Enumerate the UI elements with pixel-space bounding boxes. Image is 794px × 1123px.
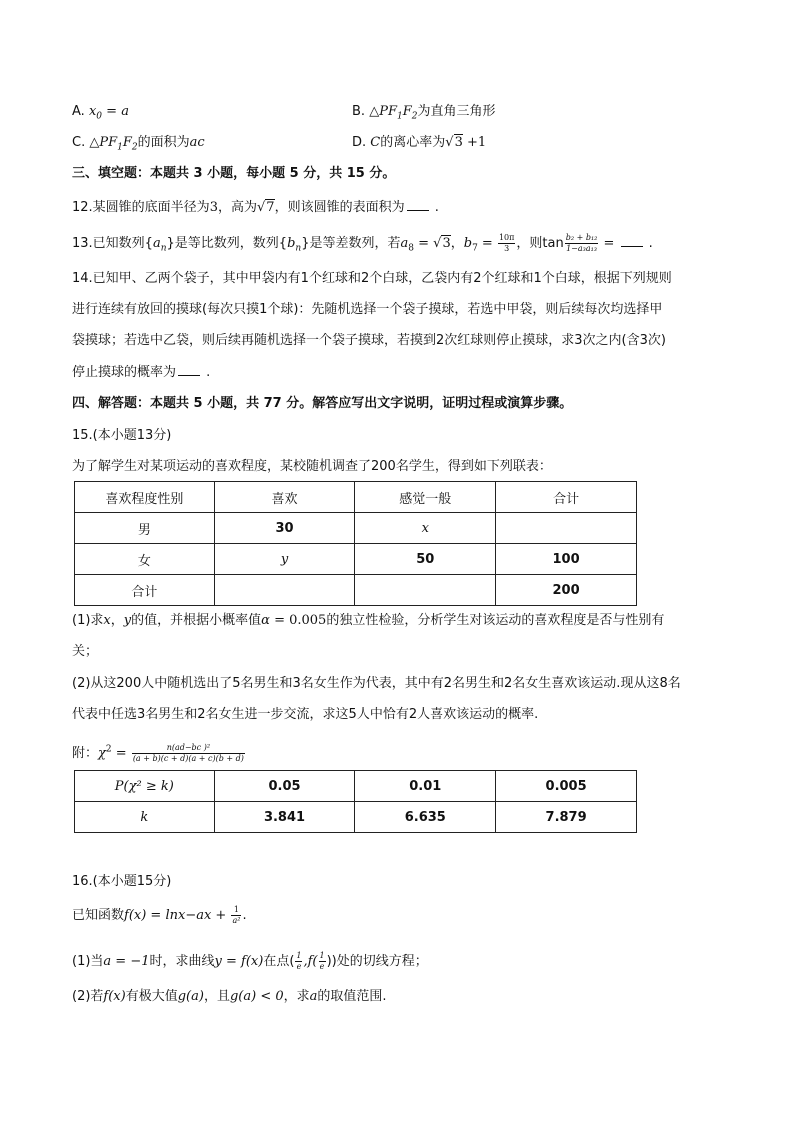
option-c: C. $\triangle PF_1F_2$的面积为ac [72,135,205,153]
fraction: $\frac{1}{\text{a²}}$ [232,905,241,925]
question-15-part1-line2: 关； [72,644,99,659]
option-b: B. $\triangle PF_1F_2$为直角三角形 [352,104,496,122]
table-row: 女 y 50 100 [75,544,637,575]
question-14-line2: 进行连续有放回的摸球(每次只摸1个球)：先随机选择一个袋子摸球，若选中甲袋，则后续每次均选择甲 [72,302,663,317]
fraction: $\frac{1}{e}$ [319,951,325,971]
appendix-formula: 附：$\chi^2$ = $\frac{\text{n(ad−bc )²}}{(a + b)(c + d)(a + c)(b + d)}$ [72,743,244,763]
question-15-part2-line1: (2)从这200人中随机选出了5名男生和3名女生作为代表，其中有2名男生和2名女生喜欢该运动.现从这8名 [72,676,681,691]
table-row: 合计 200 [75,575,637,606]
question-15-part1-line1: (1)求x，y的值，并根据小概率值α = 0.005的独立性检验，分析学生对该运动的喜欢程度是否与性别有 [72,613,665,628]
question-14-line4: 停止摸球的概率为 . [72,365,211,380]
question-13: 13.已知数列$\{a_n\}$是等比数列，数列$\{b_n\}$是等差数列，若$a_8 = √3$，$b_7$ = $\frac{10\pi}{3}$ ，则tan $\frac{\text{b₂ + b₁₂}}{\text{1−a₃a₁₃}}$ = . [72,233,653,254]
question-15-part2-line2: 代表中任选3名男生和2名女生进一步交流，求这5人中恰有2人喜欢该运动的概率. [72,707,539,722]
contingency-table [74,481,637,606]
option-d: D. C的离心率为√3 +1 [352,135,487,150]
question-16-part1: (1)当a = −1时，求曲线y = f(x)在点( $\frac{1}{e}$ ,f( $\frac{1}{e}$ ))处的切线方程； [72,951,428,971]
option-a: A. $x_0 = a$ [72,104,129,122]
fraction: $\frac{10\pi}{3}$ [498,233,515,253]
option-a-math: $x_0 = a$ [88,104,129,122]
question-16-part2: (2)若f(x)有极大值g(a)，且g(a) < 0，求a的取值范围. [72,989,387,1004]
table-row: P(χ² ≥ k) 0.05 0.01 0.005 [75,771,637,802]
section3-heading: 三、填空题：本题共 3 小题，每小题 5 分，共 15 分。 [72,166,396,181]
fraction: $\frac{\text{n(ad−bc )²}}{(a + b)(c + d)(a + c)(b + d)}$ [132,743,244,763]
question-16-intro: 已知函数f(x) = lnx−ax + $\frac{1}{\text{a²}}$ . [72,905,247,925]
section4-heading: 四、解答题：本题共 5 小题，共 77 分。解答应写出文字说明，证明过程或演算步骤。 [72,396,573,411]
question-14-line1: 14.已知甲、乙两个袋子，其中甲袋内有1个红球和2个白球，乙袋内有2个红球和1个白球，根据下列规则 [72,271,672,286]
answer-blank [621,234,643,247]
question-15-title: 15.(本小题13分) [72,428,172,443]
critical-value-table [74,770,637,833]
question-15-intro: 为了解学生对某项运动的喜欢程度，某校随机调查了200名学生，得到如下列联表： [72,459,552,474]
table-row: 男 30 x [75,513,637,544]
table-header-row: 喜欢程度性别 喜欢 感觉一般 合计 [75,482,637,513]
question-12: 12.某圆锥的底面半径为3，高为√7，则该圆锥的表面积为 . [72,200,439,215]
fraction: $\frac{1}{e}$ [296,951,302,971]
question-16-title: 16.(本小题15分) [72,874,172,889]
answer-blank [407,198,429,211]
answer-blank [178,363,200,376]
question-14-line3: 袋摸球；若选中乙袋，则后续再随机选择一个袋子摸球，若摸到2次红球则停止摸球，求3次之内(含3次) [72,333,666,348]
table-row: k 3.841 6.635 7.879 [75,802,637,833]
fraction: $\frac{\text{b₂ + b₁₂}}{\text{1−a₃a₁₃}}$ [565,233,598,253]
